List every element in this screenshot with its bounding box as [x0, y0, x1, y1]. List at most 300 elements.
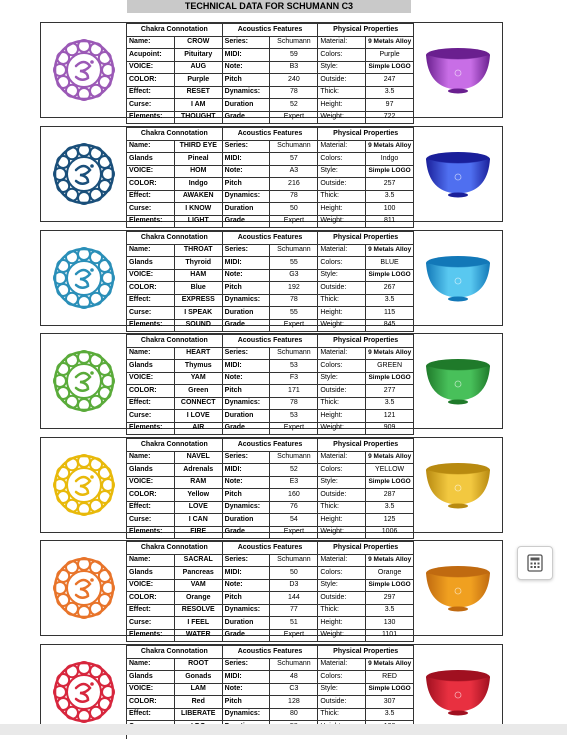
- physical-label: Outside:: [318, 592, 366, 605]
- physical-value: 130: [366, 617, 414, 630]
- physical-value: 277: [366, 385, 414, 398]
- physical-value: 9 Metals Alloy: [366, 451, 414, 464]
- table-row: [127, 257, 414, 270]
- chakra-label: Glands: [127, 257, 175, 270]
- chakra-label: Effect:: [127, 86, 175, 99]
- acoustic-label: Grade: [222, 319, 270, 332]
- chakra-value: AWAKEN: [174, 190, 222, 203]
- header-chakra: Chakra Connotation: [127, 542, 223, 555]
- physical-value: GREEN: [366, 360, 414, 373]
- acoustic-label: Note:: [222, 61, 270, 74]
- acoustic-value: E3: [270, 476, 318, 489]
- chakra-label: Name:: [127, 451, 175, 464]
- physical-value: Orange: [366, 567, 414, 580]
- chakra-label: Elements:: [127, 629, 175, 642]
- sacral-symbol-icon: [41, 541, 127, 635]
- spec-table: [126, 231, 414, 332]
- chakra-value: YAM: [174, 372, 222, 385]
- acoustic-value: 160: [270, 489, 318, 502]
- acoustic-label: Pitch: [222, 592, 270, 605]
- chakra-value: Indgo: [174, 178, 222, 191]
- table-row: [127, 567, 414, 580]
- chakra-label: Name:: [127, 244, 175, 257]
- chakra-label: VOICE:: [127, 269, 175, 282]
- physical-value: 115: [366, 307, 414, 320]
- header-acoustics: Acoustics Features: [222, 128, 318, 141]
- acoustic-label: Dynamics:: [222, 86, 270, 99]
- table-row: [127, 385, 414, 398]
- physical-label: Weight:: [318, 111, 366, 124]
- acoustic-label: Grade: [222, 215, 270, 228]
- chakra-label: Glands: [127, 464, 175, 477]
- chakra-label: COLOR:: [127, 696, 175, 709]
- physical-value: 3.5: [366, 501, 414, 514]
- physical-label: Style:: [318, 61, 366, 74]
- acoustic-value: Schumann: [270, 347, 318, 360]
- chakra-label: Name:: [127, 554, 175, 567]
- physical-label: Weight:: [318, 526, 366, 539]
- acoustic-value: Schumann: [270, 244, 318, 257]
- physical-value: 845: [366, 319, 414, 332]
- acoustic-label: Dynamics:: [222, 294, 270, 307]
- chakra-value: Adrenals: [174, 464, 222, 477]
- acoustic-value: 55: [270, 257, 318, 270]
- chakra-value: Yellow: [174, 489, 222, 502]
- physical-label: Weight:: [318, 215, 366, 228]
- physical-value: YELLOW: [366, 464, 414, 477]
- chakra-value: THROAT: [174, 244, 222, 257]
- chakra-value: RAM: [174, 476, 222, 489]
- physical-value: 9 Metals Alloy: [366, 347, 414, 360]
- chakra-label: COLOR:: [127, 385, 175, 398]
- physical-label: Height:: [318, 307, 366, 320]
- physical-value: Simple LOGO: [366, 579, 414, 592]
- acoustic-value: 80: [270, 708, 318, 721]
- physical-value: 125: [366, 514, 414, 527]
- physical-label: Thick:: [318, 190, 366, 203]
- chakra-value: LOVE: [174, 501, 222, 514]
- acoustic-value: C3: [270, 683, 318, 696]
- chakra-value: AUG: [174, 61, 222, 74]
- chakra-value: NAVEL: [174, 451, 222, 464]
- header-physical: Physical Properties: [318, 646, 414, 659]
- acoustic-label: Series:: [222, 658, 270, 671]
- chakra-value: I SPEAK: [174, 307, 222, 320]
- physical-value: 267: [366, 282, 414, 295]
- chakra-label: Effect:: [127, 294, 175, 307]
- header-acoustics: Acoustics Features: [222, 232, 318, 245]
- bowl-spec-block: [40, 126, 503, 225]
- acoustic-value: A3: [270, 165, 318, 178]
- physical-label: Style:: [318, 683, 366, 696]
- acoustic-value: Expert: [270, 422, 318, 435]
- chakra-value: SACRAL: [174, 554, 222, 567]
- chakra-label: Elements:: [127, 319, 175, 332]
- chakra-value: EXPRESS: [174, 294, 222, 307]
- table-row: [127, 319, 414, 332]
- singing-bowl-image: [414, 438, 502, 532]
- table-row: [127, 86, 414, 99]
- chakra-value: Blue: [174, 282, 222, 295]
- chakra-value: HEART: [174, 347, 222, 360]
- physical-label: Material:: [318, 36, 366, 49]
- acoustic-value: 78: [270, 86, 318, 99]
- acoustic-label: Duration: [222, 99, 270, 112]
- chakra-label: Curse:: [127, 410, 175, 423]
- table-row: [127, 347, 414, 360]
- acoustic-value: 50: [270, 567, 318, 580]
- chakra-label: Glands: [127, 567, 175, 580]
- table-row: [127, 203, 414, 216]
- chakra-label: Elements:: [127, 526, 175, 539]
- table-row: [127, 526, 414, 539]
- physical-value: 3.5: [366, 397, 414, 410]
- acoustic-label: Duration: [222, 307, 270, 320]
- table-row: [127, 671, 414, 684]
- chakra-label: Glands: [127, 153, 175, 166]
- chakra-value: LIBERATE: [174, 708, 222, 721]
- chakra-value: Pancreas: [174, 567, 222, 580]
- table-row: [127, 282, 414, 295]
- acoustic-label: Duration: [222, 617, 270, 630]
- physical-value: RED: [366, 671, 414, 684]
- chakra-label: VOICE:: [127, 165, 175, 178]
- physical-value: 297: [366, 592, 414, 605]
- physical-value: 257: [366, 178, 414, 191]
- singing-bowl-image: [414, 231, 502, 325]
- acoustic-label: MIDI:: [222, 49, 270, 62]
- table-row: [127, 476, 414, 489]
- bowl-spec-block: [40, 540, 503, 639]
- spec-table: [126, 127, 414, 228]
- physical-label: Weight:: [318, 422, 366, 435]
- bottom-scroll-strip: [0, 724, 567, 735]
- acoustic-value: Expert: [270, 526, 318, 539]
- physical-label: Material:: [318, 658, 366, 671]
- physical-label: Colors:: [318, 671, 366, 684]
- chakra-value: CROW: [174, 36, 222, 49]
- header-acoustics: Acoustics Features: [222, 646, 318, 659]
- acoustic-value: Expert: [270, 111, 318, 124]
- chakra-label: COLOR:: [127, 74, 175, 87]
- spec-table: [126, 334, 414, 435]
- header-chakra: Chakra Connotation: [127, 128, 223, 141]
- chakra-value: Purple: [174, 74, 222, 87]
- acoustic-value: G3: [270, 269, 318, 282]
- physical-value: Simple LOGO: [366, 165, 414, 178]
- acoustic-label: MIDI:: [222, 360, 270, 373]
- physical-label: Outside:: [318, 74, 366, 87]
- acoustic-label: Grade: [222, 111, 270, 124]
- physical-label: Material:: [318, 451, 366, 464]
- chakra-value: ROOT: [174, 658, 222, 671]
- physical-label: Thick:: [318, 501, 366, 514]
- chakra-label: Effect:: [127, 190, 175, 203]
- acoustic-value: 216: [270, 178, 318, 191]
- table-row: [127, 178, 414, 191]
- chakra-value: WATER: [174, 629, 222, 642]
- physical-label: Outside:: [318, 489, 366, 502]
- acoustic-value: 48: [270, 671, 318, 684]
- header-acoustics: Acoustics Features: [222, 439, 318, 452]
- table-row: [127, 683, 414, 696]
- table-row: [127, 307, 414, 320]
- chakra-label: Glands: [127, 671, 175, 684]
- bowl-spec-block: [40, 22, 503, 121]
- chakra-value: THOUGHT: [174, 111, 222, 124]
- acoustic-label: Dynamics:: [222, 708, 270, 721]
- physical-label: Material:: [318, 554, 366, 567]
- physical-label: Material:: [318, 347, 366, 360]
- acoustic-label: Note:: [222, 579, 270, 592]
- chakra-label: Effect:: [127, 397, 175, 410]
- physical-value: 811: [366, 215, 414, 228]
- table-row: [127, 140, 414, 153]
- table-row: [127, 422, 414, 435]
- table-row: [127, 244, 414, 257]
- chakra-label: COLOR:: [127, 178, 175, 191]
- physical-value: 97: [366, 99, 414, 112]
- acoustic-label: Pitch: [222, 282, 270, 295]
- table-row: [127, 410, 414, 423]
- chakra-value: THIRD EYE: [174, 140, 222, 153]
- header-physical: Physical Properties: [318, 439, 414, 452]
- physical-value: 9 Metals Alloy: [366, 658, 414, 671]
- acoustic-value: F3: [270, 372, 318, 385]
- physical-label: Colors:: [318, 153, 366, 166]
- chakra-label: Elements:: [127, 215, 175, 228]
- acoustic-label: MIDI:: [222, 671, 270, 684]
- physical-label: Colors:: [318, 360, 366, 373]
- acoustic-label: Grade: [222, 422, 270, 435]
- table-row: [127, 464, 414, 477]
- physical-value: Simple LOGO: [366, 269, 414, 282]
- table-row: [127, 708, 414, 721]
- calculator-button[interactable]: [517, 546, 553, 580]
- acoustic-label: Note:: [222, 165, 270, 178]
- physical-label: Height:: [318, 99, 366, 112]
- physical-value: 9 Metals Alloy: [366, 554, 414, 567]
- chakra-value: Pituitary: [174, 49, 222, 62]
- table-row: [127, 617, 414, 630]
- physical-label: Material:: [318, 140, 366, 153]
- table-row: [127, 165, 414, 178]
- header-chakra: Chakra Connotation: [127, 439, 223, 452]
- physical-label: Outside:: [318, 178, 366, 191]
- acoustic-value: Expert: [270, 215, 318, 228]
- chakra-label: Name:: [127, 140, 175, 153]
- acoustic-value: 78: [270, 294, 318, 307]
- singing-bowl-image: [414, 127, 502, 221]
- acoustic-label: Dynamics:: [222, 604, 270, 617]
- physical-value: 100: [366, 203, 414, 216]
- acoustic-label: MIDI:: [222, 153, 270, 166]
- physical-label: Thick:: [318, 397, 366, 410]
- physical-value: 247: [366, 74, 414, 87]
- physical-label: Thick:: [318, 86, 366, 99]
- chakra-value: Green: [174, 385, 222, 398]
- chakra-label: VOICE:: [127, 476, 175, 489]
- chakra-value: Gonads: [174, 671, 222, 684]
- chakra-value: CONNECT: [174, 397, 222, 410]
- acoustic-label: Grade: [222, 629, 270, 642]
- acoustic-label: Series:: [222, 244, 270, 257]
- header-chakra: Chakra Connotation: [127, 232, 223, 245]
- chakra-value: I AM: [174, 99, 222, 112]
- table-row: [127, 36, 414, 49]
- physical-label: Colors:: [318, 567, 366, 580]
- physical-label: Height:: [318, 514, 366, 527]
- acoustic-value: 54: [270, 514, 318, 527]
- physical-label: Thick:: [318, 604, 366, 617]
- acoustic-label: Dynamics:: [222, 501, 270, 514]
- chakra-value: Thymus: [174, 360, 222, 373]
- acoustic-value: 55: [270, 307, 318, 320]
- acoustic-label: Dynamics:: [222, 397, 270, 410]
- acoustic-value: 59: [270, 49, 318, 62]
- acoustic-label: Pitch: [222, 385, 270, 398]
- singing-bowl-image: [414, 541, 502, 635]
- calculator-icon: [525, 553, 545, 573]
- chakra-label: Curse:: [127, 514, 175, 527]
- chakra-label: Effect:: [127, 604, 175, 617]
- chakra-label: Name:: [127, 36, 175, 49]
- physical-label: Thick:: [318, 294, 366, 307]
- table-row: [127, 514, 414, 527]
- header-chakra: Chakra Connotation: [127, 646, 223, 659]
- chakra-label: Name:: [127, 347, 175, 360]
- acoustic-label: MIDI:: [222, 257, 270, 270]
- acoustic-label: Pitch: [222, 74, 270, 87]
- chakra-value: HOM: [174, 165, 222, 178]
- chakra-label: COLOR:: [127, 489, 175, 502]
- physical-value: 1101: [366, 629, 414, 642]
- acoustic-value: Schumann: [270, 140, 318, 153]
- physical-label: Height:: [318, 203, 366, 216]
- acoustic-value: 171: [270, 385, 318, 398]
- chakra-value: FIRE: [174, 526, 222, 539]
- physical-label: Colors:: [318, 464, 366, 477]
- acoustic-value: 77: [270, 604, 318, 617]
- acoustic-value: 144: [270, 592, 318, 605]
- physical-label: Style:: [318, 165, 366, 178]
- header-physical: Physical Properties: [318, 232, 414, 245]
- physical-label: Colors:: [318, 49, 366, 62]
- physical-value: 121: [366, 410, 414, 423]
- acoustic-value: 50: [270, 203, 318, 216]
- bowl-spec-block: [40, 333, 503, 432]
- physical-label: Outside:: [318, 385, 366, 398]
- throat-symbol-icon: [41, 231, 127, 325]
- chakra-label: Glands: [127, 360, 175, 373]
- physical-value: 9 Metals Alloy: [366, 36, 414, 49]
- table-row: [127, 372, 414, 385]
- table-row: [127, 696, 414, 709]
- chakra-value: SOUND: [174, 319, 222, 332]
- acoustic-value: 53: [270, 360, 318, 373]
- acoustic-value: 76: [270, 501, 318, 514]
- table-row: [127, 111, 414, 124]
- acoustic-value: 78: [270, 190, 318, 203]
- physical-value: Simple LOGO: [366, 372, 414, 385]
- acoustic-value: Schumann: [270, 451, 318, 464]
- chakra-label: Curse:: [127, 617, 175, 630]
- table-row: [127, 658, 414, 671]
- chakra-label: VOICE:: [127, 61, 175, 74]
- physical-value: 909: [366, 422, 414, 435]
- bowl-spec-block: [40, 230, 503, 329]
- acoustic-value: Expert: [270, 629, 318, 642]
- acoustic-label: MIDI:: [222, 567, 270, 580]
- header-chakra: Chakra Connotation: [127, 335, 223, 348]
- acoustic-label: Duration: [222, 514, 270, 527]
- acoustic-label: Pitch: [222, 489, 270, 502]
- singing-bowl-image: [414, 23, 502, 117]
- acoustic-value: 240: [270, 74, 318, 87]
- physical-value: Simple LOGO: [366, 61, 414, 74]
- table-row: [127, 579, 414, 592]
- acoustic-value: Schumann: [270, 658, 318, 671]
- chakra-value: RESOLVE: [174, 604, 222, 617]
- table-row: [127, 61, 414, 74]
- chakra-label: Curse:: [127, 203, 175, 216]
- table-row: [127, 215, 414, 228]
- physical-value: 3.5: [366, 708, 414, 721]
- chakra-label: VOICE:: [127, 372, 175, 385]
- table-row: [127, 190, 414, 203]
- bowl-spec-block: [40, 644, 503, 728]
- physical-label: Material:: [318, 244, 366, 257]
- table-row: [127, 501, 414, 514]
- acoustic-label: Note:: [222, 476, 270, 489]
- table-row: [127, 592, 414, 605]
- heart-symbol-icon: [41, 334, 127, 428]
- table-row: [127, 99, 414, 112]
- header-physical: Physical Properties: [318, 335, 414, 348]
- chakra-label: COLOR:: [127, 592, 175, 605]
- chakra-value: Red: [174, 696, 222, 709]
- header-chakra: Chakra Connotation: [127, 24, 223, 37]
- third-eye-symbol-icon: [41, 127, 127, 221]
- physical-label: Height:: [318, 410, 366, 423]
- chakra-label: Name:: [127, 658, 175, 671]
- chakra-value: RESET: [174, 86, 222, 99]
- chakra-value: I LOVE: [174, 410, 222, 423]
- acoustic-value: Expert: [270, 319, 318, 332]
- acoustic-label: Duration: [222, 203, 270, 216]
- physical-value: 9 Metals Alloy: [366, 244, 414, 257]
- physical-value: BLUE: [366, 257, 414, 270]
- chakra-label: Elements:: [127, 111, 175, 124]
- table-row: [127, 554, 414, 567]
- physical-value: 3.5: [366, 86, 414, 99]
- acoustic-label: Dynamics:: [222, 190, 270, 203]
- chakra-value: Pineal: [174, 153, 222, 166]
- acoustic-value: 52: [270, 464, 318, 477]
- acoustic-label: Series:: [222, 36, 270, 49]
- spec-table: [126, 541, 414, 642]
- acoustic-value: 57: [270, 153, 318, 166]
- chakra-value: VAM: [174, 579, 222, 592]
- physical-label: Weight:: [318, 319, 366, 332]
- table-row: [127, 604, 414, 617]
- header-physical: Physical Properties: [318, 24, 414, 37]
- table-row: [127, 269, 414, 282]
- physical-label: Thick:: [318, 708, 366, 721]
- chakra-value: AIR: [174, 422, 222, 435]
- om-symbol-icon: [41, 23, 127, 117]
- acoustic-value: 51: [270, 617, 318, 630]
